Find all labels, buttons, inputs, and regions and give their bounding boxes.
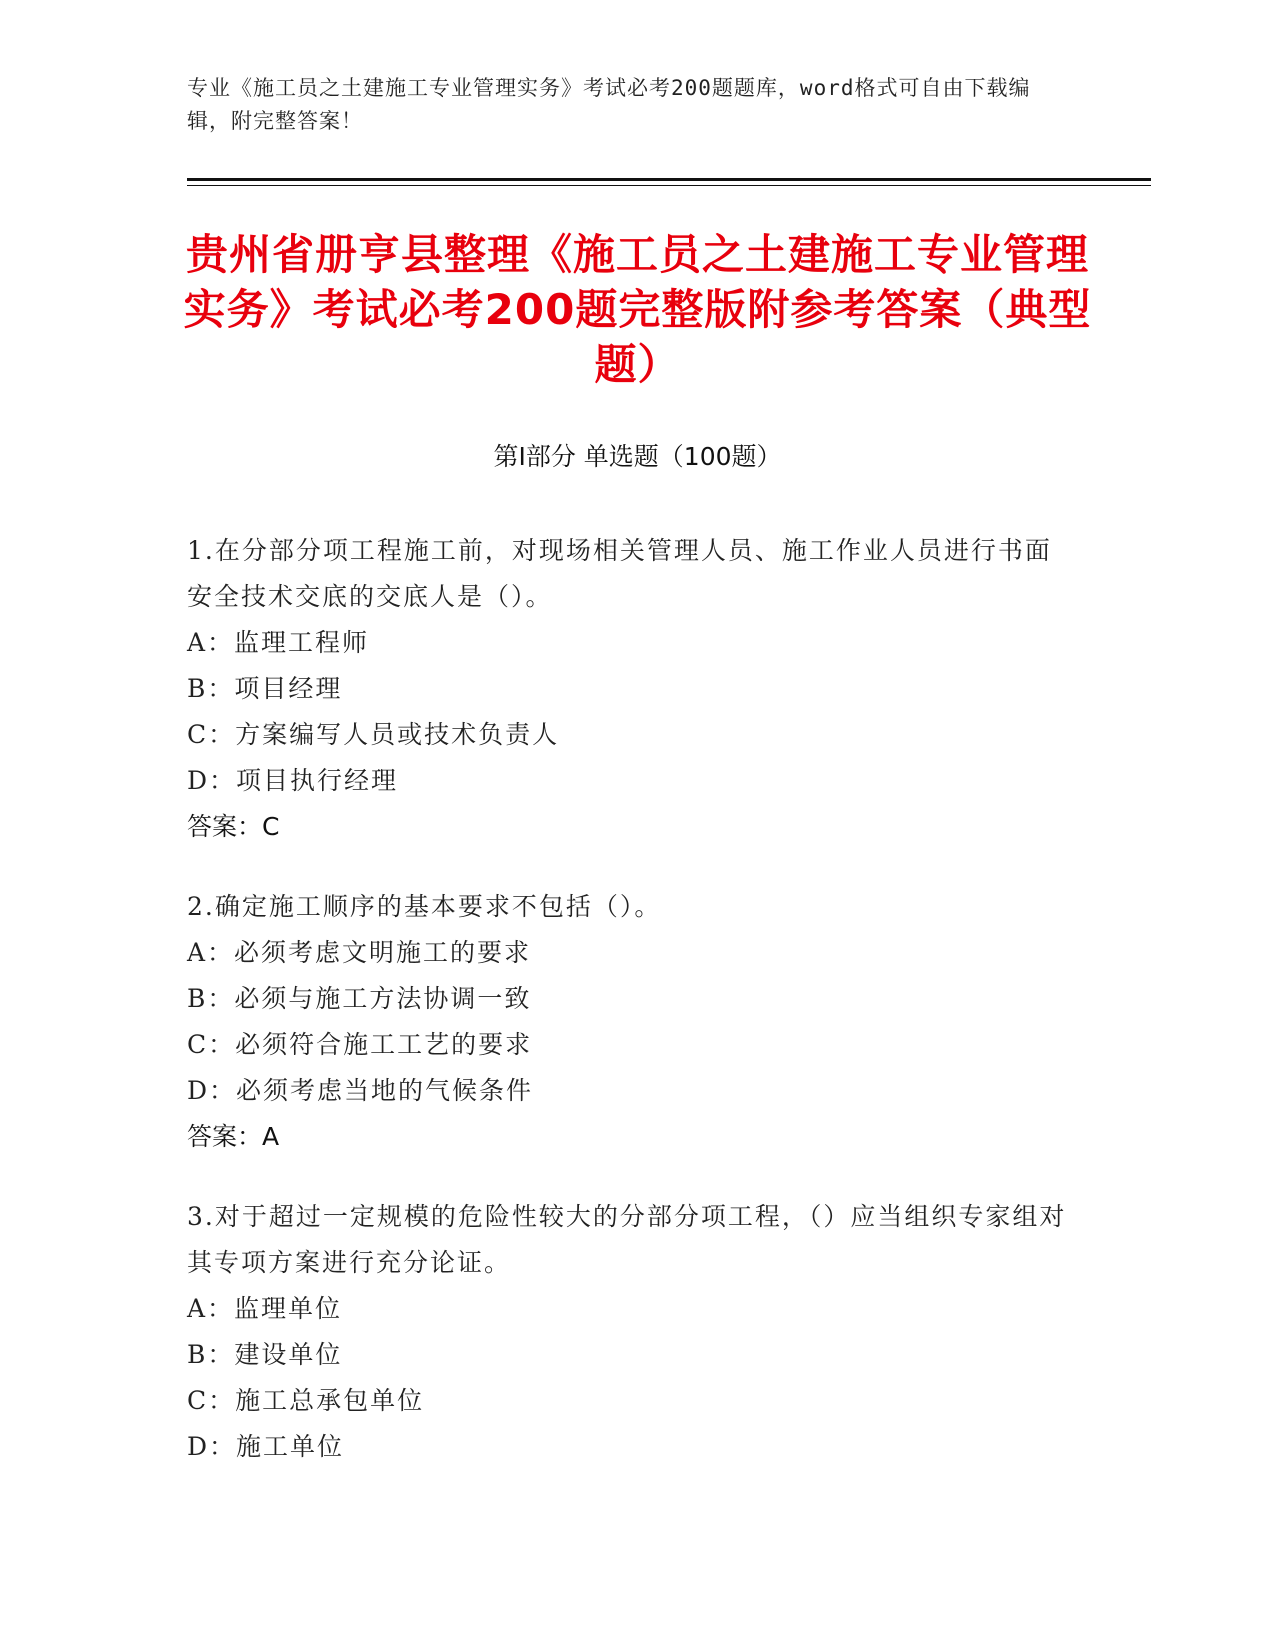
answer: 答案：A — [187, 1122, 280, 1151]
option-c: C：施工总承包单位 — [187, 1386, 425, 1415]
option-a: A：监理单位 — [187, 1294, 343, 1323]
question-list — [187, 528, 1067, 1504]
question-1 — [187, 528, 1067, 850]
header-note: 专业《施工员之土建施工专业管理实务》考试必考200题题库，word格式可自由下载编辑，附完整答案！ — [187, 76, 1031, 133]
option-c: C：必须符合施工工艺的要求 — [187, 1030, 533, 1059]
question-3 — [187, 1194, 1067, 1470]
option-d: D：必须考虑当地的气候条件 — [187, 1076, 534, 1105]
document-title: 贵州省册亨县整理《施工员之土建施工专业管理实务》考试必考200题完整版附参考答案（典型题） — [183, 230, 1092, 389]
question-stem: 2.确定施工顺序的基本要求不包括（）。 — [187, 892, 662, 921]
section-title: 第Ⅰ部分 单选题（100题） — [493, 442, 782, 471]
question-stem: 3.对于超过一定规模的危险性较大的分部分项工程，（）应当组织专家组对其专项方案进行充分论证。 — [187, 1202, 1067, 1277]
option-b: B：项目经理 — [187, 674, 343, 703]
header-rule-thin — [187, 185, 1151, 186]
option-d: D：项目执行经理 — [187, 766, 399, 795]
question-stem: 1.在分部分项工程施工前，对现场相关管理人员、施工作业人员进行书面安全技术交底的交底人是（）。 — [187, 536, 1052, 611]
header-rule-thick — [187, 178, 1151, 181]
option-b: B：必须与施工方法协调一致 — [187, 984, 532, 1013]
option-a: A：监理工程师 — [187, 628, 370, 657]
option-d: D：施工单位 — [187, 1432, 345, 1461]
option-b: B：建设单位 — [187, 1340, 343, 1369]
option-a: A：必须考虑文明施工的要求 — [187, 938, 532, 967]
question-2 — [187, 884, 1067, 1160]
option-c: C：方案编写人员或技术负责人 — [187, 720, 560, 749]
answer: 答案：C — [187, 812, 280, 841]
